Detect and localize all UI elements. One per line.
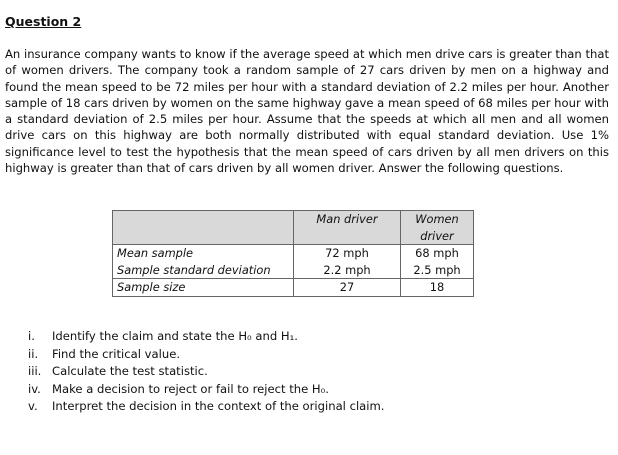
table-header-row — [113, 211, 474, 245]
list-item-text: Make a decision to reject or fail to reject the H₀. — [52, 381, 329, 396]
header-cell-women: Women driver — [401, 211, 474, 245]
row-label-mean: Mean sample — [117, 246, 194, 260]
list-item — [28, 398, 384, 416]
list-item — [28, 363, 384, 381]
row-label-cell — [113, 245, 294, 279]
list-item-number: iv. — [28, 381, 41, 396]
list-item-text: Interpret the decision in the context of the original claim. — [52, 399, 385, 414]
question-paragraph: An insurance company wants to know if the average speed at which men drive cars is greater than that of women drivers. The company took a random sample of 27 cars driven by men on a highway and found the mean speed to be 72 miles per hour with a standard deviation of 2.2 miles per hour. Another sample of 18 cars driven by women on the same highway gave a mean speed of 68 miles per hour with a standard deviation of 2.5 miles per hour. Assume that the speeds at which all men and all women drive cars on this highway are both normally distributed with equal standard deviation. Use 1% significance level to test the hypothesis that the mean speed of cars driven by all men drivers on this highway is greater than that of cars driven by all women driver. Answer the following questions. — [5, 47, 609, 176]
men-values-cell — [294, 245, 401, 279]
list-item — [28, 346, 384, 364]
list-item-number: ii. — [28, 346, 39, 361]
women-stddev: 2.5 mph — [413, 262, 461, 277]
question-heading: Question 2 — [5, 14, 82, 29]
header-cell-blank — [113, 211, 294, 245]
statistics-table — [112, 210, 474, 297]
men-mean: 72 mph — [325, 246, 369, 260]
list-item-text: Find the critical value. — [52, 346, 181, 361]
list-item-number: iii. — [28, 364, 42, 379]
question-list — [28, 328, 384, 416]
list-item-text: Identify the claim and state the H₀ and H₁. — [52, 329, 298, 343]
women-values-cell — [401, 245, 474, 279]
row-label-sample-size: Sample size — [113, 279, 294, 297]
men-stddev: 2.2 mph — [323, 262, 371, 277]
table-row — [113, 279, 474, 297]
list-item-text: Calculate the test statistic. — [52, 364, 208, 379]
men-sample-size: 27 — [294, 279, 401, 297]
list-item — [28, 328, 384, 346]
header-cell-men: Man driver — [294, 211, 401, 245]
table-row — [113, 245, 474, 279]
list-item-number: v. — [28, 399, 38, 414]
women-mean: 68 mph — [415, 246, 459, 260]
list-item-number: i. — [28, 329, 35, 343]
row-label-stddev: Sample standard deviation — [117, 262, 271, 277]
women-sample-size: 18 — [401, 279, 474, 297]
list-item — [28, 381, 384, 399]
